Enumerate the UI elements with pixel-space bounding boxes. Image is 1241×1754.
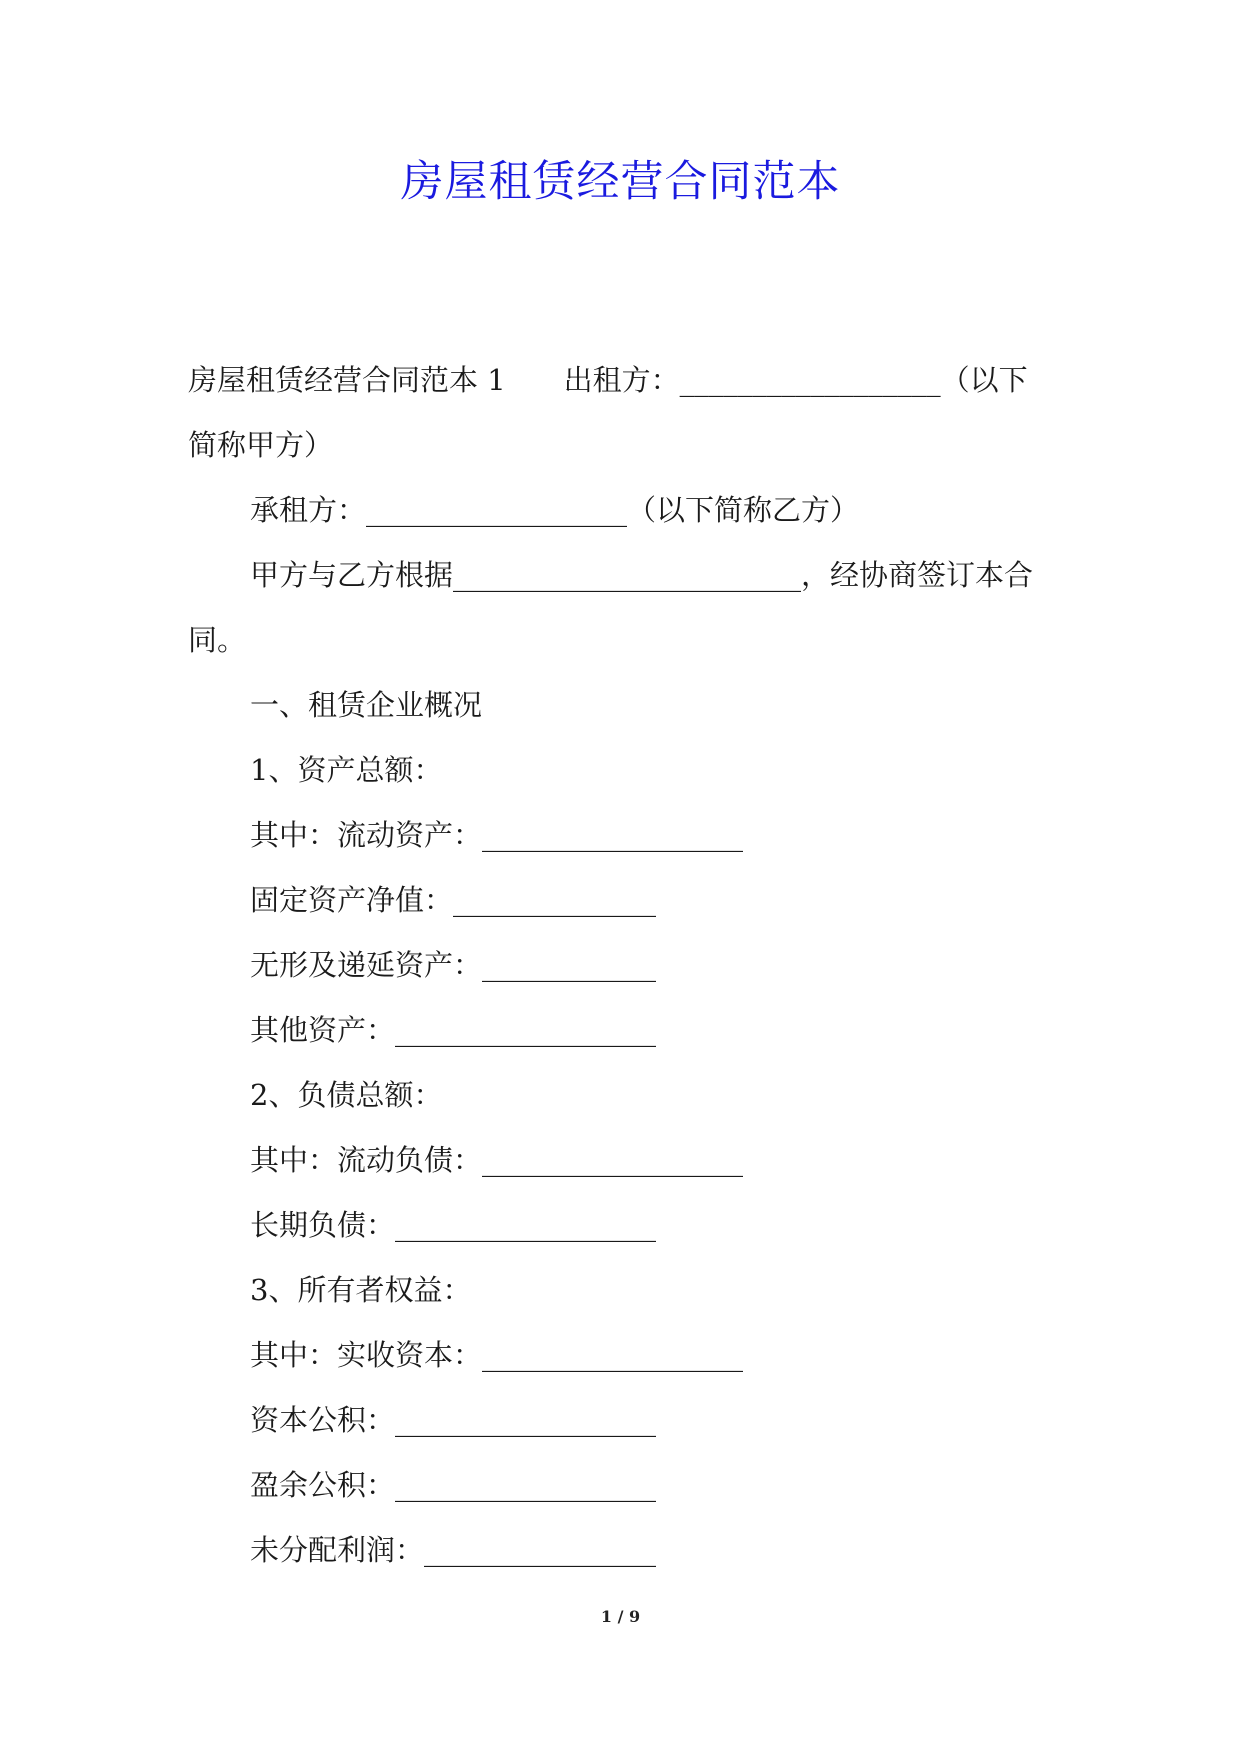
field-undistributed-profit: 未分配利润：________________ xyxy=(250,1533,657,1567)
item-owners-equity: 3、所有者权益： xyxy=(250,1273,472,1307)
item-total-assets: 1、资产总额： xyxy=(250,753,443,787)
field-intangible-deferred-assets: 无形及递延资产：____________ xyxy=(250,948,657,982)
document-title: 房屋租赁经营合同范本 xyxy=(400,157,841,207)
field-capital-reserve: 资本公积：__________________ xyxy=(250,1403,657,1437)
paragraph-intro-lessor: 房屋租赁经营合同范本 1 出租方：__________________（以下简称甲方） xyxy=(188,363,1028,462)
document-body xyxy=(188,348,1054,1583)
field-surplus-reserve: 盈余公积：__________________ xyxy=(250,1468,657,1502)
item-total-liabilities: 2、负债总额： xyxy=(250,1078,443,1112)
section-heading-enterprise-overview: 一、租赁企业概况 xyxy=(250,688,483,722)
field-long-term-liabilities: 长期负债：__________________ xyxy=(250,1208,657,1242)
field-other-assets: 其他资产：__________________ xyxy=(250,1013,657,1047)
field-current-liabilities: 其中：流动负债：__________________ xyxy=(250,1143,744,1177)
paragraph-agreement-basis: 甲方与乙方根据________________________，经协商签订本合同。 xyxy=(188,558,1034,657)
field-current-assets: 其中：流动资产：__________________ xyxy=(250,818,744,852)
paragraph-lessee: 承租方：__________________（以下简称乙方） xyxy=(250,493,860,527)
field-fixed-assets-net: 固定资产净值：______________ xyxy=(250,883,657,917)
field-paid-in-capital: 其中：实收资本：__________________ xyxy=(250,1338,744,1372)
page-number: 1 / 9 xyxy=(600,1607,641,1626)
